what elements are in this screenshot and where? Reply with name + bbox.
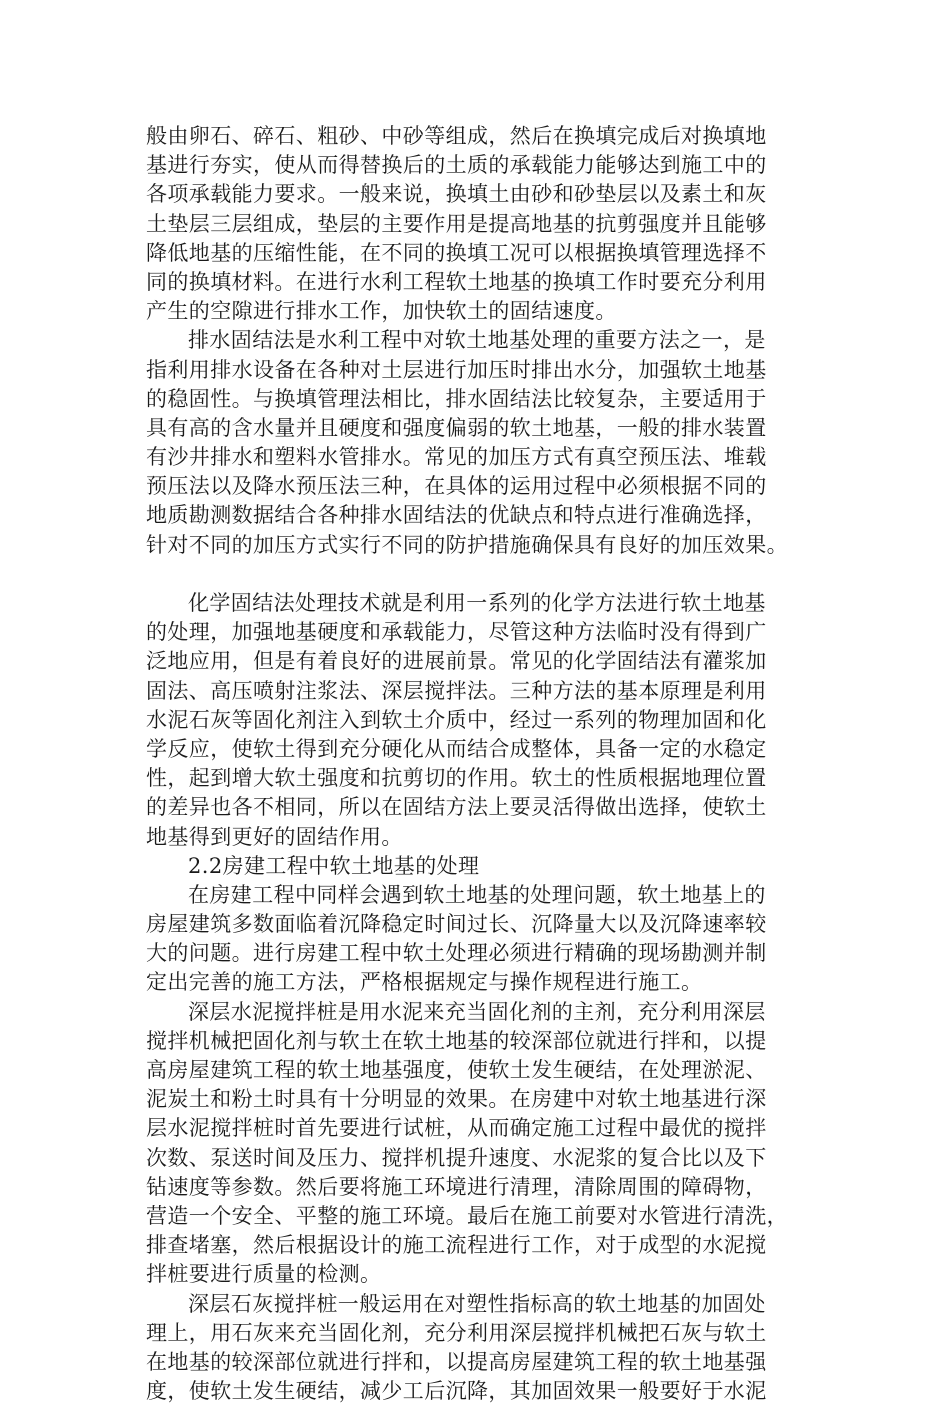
text-line: 的差异也各不相同，所以在固结方法上要灵活得做出选择，使软土 [146, 795, 767, 820]
text-line: 学反应，使软土得到充分硬化从而结合成整体，具备一定的水稳定 [146, 736, 767, 761]
text-line: 有沙井排水和塑料水管排水。常见的加压方式有真空预压法、堆载 [146, 445, 767, 470]
text-line: 搅拌机械把固化剂与软土在软土地基的较深部位就进行拌和，以提 [146, 1028, 767, 1053]
text-line: 针对不同的加压方式实行不同的防护措施确保具有良好的加压效果。 [146, 532, 788, 557]
text-line: 的处理，加强地基硬度和承载能力，尽管这种方法临时没有得到广 [146, 620, 767, 645]
text-line: 在房建工程中同样会遇到软土地基的处理问题，软土地基上的 [188, 882, 766, 907]
text-line: 性，起到增大软土强度和抗剪切的作用。软土的性质根据地理位置 [146, 766, 767, 791]
text-line: 深层水泥搅拌桩是用水泥来充当固化剂的主剂，充分利用深层 [188, 999, 766, 1024]
text-line: 排查堵塞，然后根据设计的施工流程进行工作，对于成型的水泥搅 [146, 1233, 767, 1258]
text-line: 在地基的较深部位就进行拌和，以提高房屋建筑工程的软土地基强 [146, 1349, 767, 1374]
text-line: 度，使软土发生硬结，减少工后沉降，其加固效果一般要好于水泥 [146, 1379, 767, 1404]
text-line: 般由卵石、碎石、粗砂、中砂等组成，然后在换填完成后对换填地 [146, 124, 767, 148]
document-body [146, 122, 806, 1406]
text-line: 各项承载能力要求。一般来说，换填土由砂和砂垫层以及素土和灰 [146, 182, 767, 207]
text-line: 同的换填材料。在进行水利工程软土地基的换填工作时要充分利用 [146, 269, 767, 294]
text-line: 地质勘测数据结合各种排水固结法的优缺点和特点进行准确选择， [146, 503, 767, 528]
text-line: 地基得到更好的固结作用。 [146, 824, 403, 849]
text-line: 基进行夯实，使从而得替换后的土质的承载能力能够达到施工中的 [146, 153, 767, 178]
text-line: 水泥石灰等固化剂注入到软土介质中，经过一系列的物理加固和化 [146, 707, 767, 732]
text-line: 房屋建筑多数面临着沉降稳定时间过长、沉降量大以及沉降速率较 [146, 912, 767, 937]
text-line: 泛地应用，但是有着良好的进展前景。常见的化学固结法有灌浆加 [146, 649, 767, 674]
text-line: 土垫层三层组成，垫层的主要作用是提高地基的抗剪强度并且能够 [146, 211, 767, 236]
text-line: 固法、高压喷射注浆法、深层搅拌法。三种方法的基本原理是利用 [146, 678, 767, 703]
text-line: 泥炭土和粉土时具有十分明显的效果。在房建中对软土地基进行深 [146, 1087, 767, 1112]
text-line: 拌桩要进行质量的检测。 [146, 1262, 382, 1287]
text-line: 层水泥搅拌桩时首先要进行试桩，从而确定施工过程中最优的搅拌 [146, 1116, 767, 1141]
text-line: 指利用排水设备在各种对土层进行加压时排出水分，加强软土地基 [146, 357, 767, 382]
text-line: 的稳固性。与换填管理法相比，排水固结法比较复杂，主要适用于 [146, 386, 767, 411]
text-line: 钻速度等参数。然后要将施工环境进行清理，清除周围的障碍物， [146, 1174, 767, 1199]
text-line: 次数、泵送时间及压力、搅拌机提升速度、水泥浆的复合比以及下 [146, 1145, 767, 1170]
text-line: 降低地基的压缩性能，在不同的换填工况可以根据换填管理选择不 [146, 240, 767, 265]
text-line: 营造一个安全、平整的施工环境。最后在施工前要对水管进行清洗， [146, 1203, 788, 1228]
text-line: 化学固结法处理技术就是利用一系列的化学方法进行软土地基 [188, 591, 766, 615]
text-line: 产生的空隙进行排水工作，加快软土的固结速度。 [146, 299, 617, 324]
blank-line [146, 560, 806, 589]
text-line: 深层石灰搅拌桩一般运用在对塑性指标高的软土地基的加固处 [188, 1291, 766, 1316]
text-line: 预压法以及降水预压法三种，在具体的运用过程中必须根据不同的 [146, 474, 767, 499]
text-line: 排水固结法是水利工程中对软土地基处理的重要方法之一，是 [188, 328, 766, 353]
text-line: 2.2房建工程中软土地基的处理 [188, 853, 480, 878]
text-line: 具有高的含水量并且硬度和强度偏弱的软土地基，一般的排水装置 [146, 415, 767, 440]
text-line: 大的问题。进行房建工程中软土处理必须进行精确的现场勘测并制 [146, 941, 767, 966]
text-line: 理上，用石灰来充当固化剂，充分利用深层搅拌机械把石灰与软土 [146, 1320, 767, 1345]
text-line: 定出完善的施工方法，严格根据规定与操作规程进行施工。 [146, 970, 703, 995]
text-line: 高房屋建筑工程的软土地基强度，使软土发生硬结，在处理淤泥、 [146, 1058, 767, 1082]
